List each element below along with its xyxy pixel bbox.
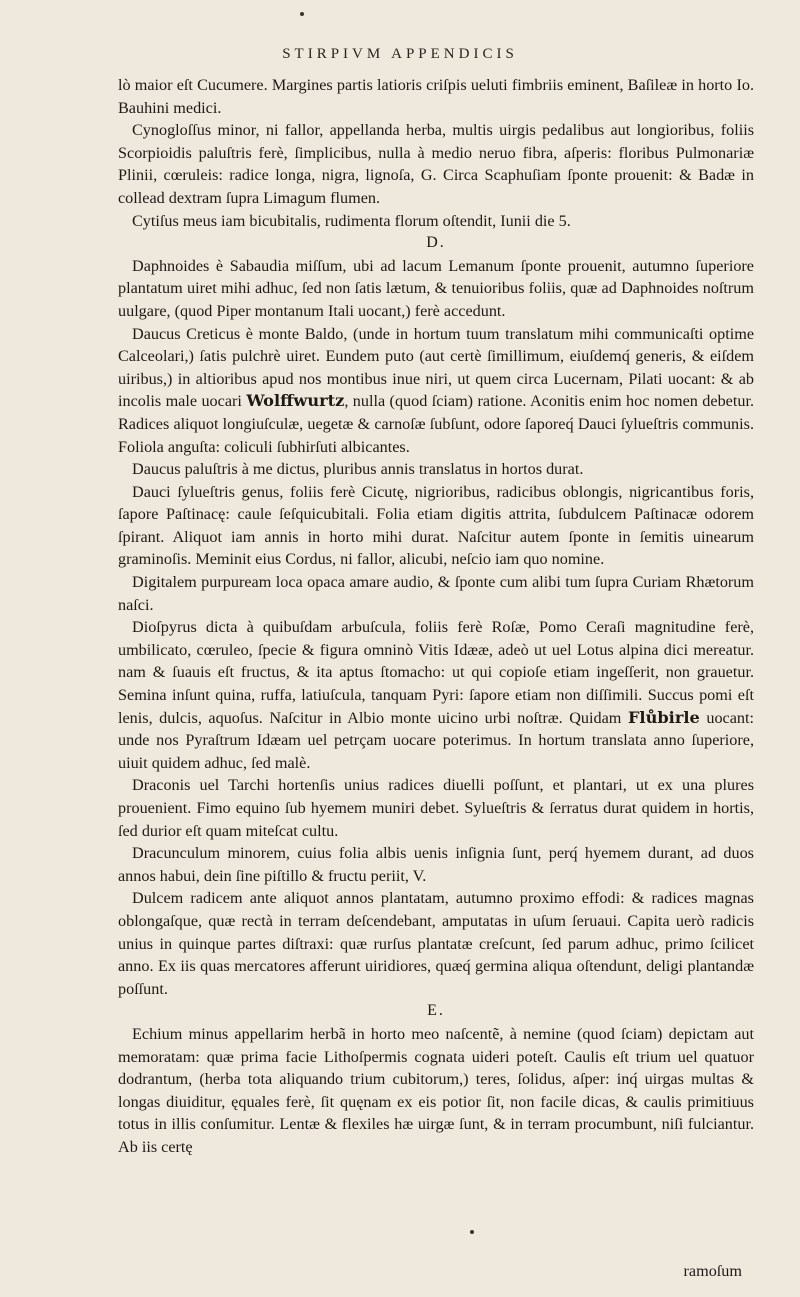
paragraph: Daucus paluſtris à me dictus, pluribus annis translatus in hortos durat.: [132, 460, 584, 479]
running-head: STIRPIVM APPENDICIS: [282, 46, 518, 62]
paragraph: Dioſpyrus dicta à quibuſdam arbuſcula, foliis ferè Roſæ, Pomo Ceraſi magnitudine ferè, umbilicato, cœruleo, ſpecie & figura omninò Vitis Idææ, adeò ut uel Lotus alpina dici mereatur. nam & ſuauis eſt fructus, & ita aptus ſtomacho: ut qui copioſe etiam ingeſſerit, non grauetur. Semina inſunt quina, ruffa, latiuſcula, tanquam Pyri: ſapore etiam non diſſimili. Succus pomi eſt lenis, dulcis, aquoſus. Naſcitur in Albio monte uicino urbi noſtræ. Quidam Flůbirle uocant: unde nos Pyraſtrum Idæam uel petrçam uocare poterimus. In hortum translata anno ſuperiore, uiuit quidem adhuc, ſed malè.: [118, 618, 754, 772]
section-heading-d: D.: [426, 234, 446, 252]
ink-speck: [470, 1230, 474, 1234]
paragraph: Echium minus appellarim herbã in horto meo naſcentẽ, à nemine (quod ſciam) depictam aut memoratam: quæ prima facie Lithoſpermis cognata uideri poteſt. Caulis eſt trium uel quatuor dodrantum, (herba tota aliquando trium cubitorum,) teres, ſolidus, aſper: inq́ uirgas multas & longas diuiditur, ęquales ferè, ſit quęnam ex eis potior ſit, non facile dicas, & caulis primitiuus totus in illis conſumitur. Lentæ & flexiles hæ uirgæ ſunt, & in terram procumbunt, niſi fulciantur. Ab iis certę: [118, 1024, 754, 1156]
paragraph: Draconis uel Tarchi hortenſis unius radices diuelli poſſunt, et plantari, ut ex una plures prouenient. Fimo equino ſub hyemem muniri debet. Sylueſtris & ſerratus durat quidem in hortis, ſed durior eſt quam miteſcat cultu.: [118, 776, 754, 840]
paragraph: Daphnoides è Sabaudia miſſum, ubi ad lacum Lemanum ſponte prouenit, autumno ſuperiore plantatum uiret mihi adhuc, ſed non ſatis lætum, & tenuioribus foliis, quæ ad Daphnoides noſtrum uulgare, (quod Piper montanum Itali uocant,) ferè accedunt.: [118, 256, 754, 320]
paragraph: Dauci ſylueſtris genus, foliis ferè Cicutę, nigrioribus, radicibus oblongis, nigricantibus foris, ſapore Paſtinacę: caule ſeſquicubitali. Folia etiam digitis attrita, ſubdulcem Paſtinacæ odorem ſpirant. Aliquot iam annis in horto mihi durat. Naſcitur autem ſponte in ſemitis uinearum graminoſis. Meminit eius Cordus, ni fallor, alicubi, neſcio iam quo nomine.: [118, 482, 754, 569]
blackletter-word: Flůbirle: [627, 707, 700, 727]
catchword: ramoſum: [683, 1262, 742, 1280]
body-text: [118, 74, 754, 1159]
paragraph: lò maior eſt Cucumere. Margines partis latioris criſpis ueluti fimbriis eminent, Baſileæ in horto Io. Bauhini medici.: [118, 76, 754, 117]
ink-speck: [300, 12, 304, 16]
paragraph: Dracunculum minorem, cuius folia albis uenis inſignia ſunt, perq́ hyemem durant, ad duos annos habui, dein ſine piſtillo & fructu periit, V.: [118, 844, 754, 885]
blackletter-word: Wolffwurtz: [246, 391, 345, 411]
section-heading-e: E.: [427, 1002, 445, 1020]
paragraph: Dulcem radicem ante aliquot annos plantatam, autumno proximo effodi: & radices magnas oblongaſque, quæ rectà in terram deſcendebant, amputatas in uſum ſeruaui. Capita uerò radicis unius in quinque partes diſtraxi: quæ rurſus plantatæ creſcunt, ſed parum adhuc, primo ſcilicet anno. Ex iis quas mercatores afferunt uiridiores, quæq́ germina aliqua oſtendunt, deligi plantandæ poſſunt.: [118, 889, 754, 998]
paragraph: Cynogloſſus minor, ni fallor, appellanda herba, multis uirgis pedalibus aut longioribus, foliis Scorpioidis paluſtris ferè, ſimplicibus, nulla à medio neruo fibra, aſperis: floribus Pulmonariæ Plinii, cœruleis: radice longa, nigra, lignoſa, G. Circa Scaphuſiam ſponte prouenit: & Badæ in collead dextram ſupra Limagum flumen.: [118, 121, 754, 207]
paragraph: Cytiſus meus iam bicubitalis, rudimenta florum oſtendit, Iunii die 5.: [132, 211, 571, 230]
paragraph: Daucus Creticus è monte Baldo, (unde in hortum tuum translatum mihi communicaſti optime Calceolari,) ſatis pulchrè uiret. Eundem puto (aut certè ſimillimum, eiuſdemq́ generis, & eiſdem uiribus,) in altioribus apud nos montibus inue niri, ut quem circa Lucernam, Pilati uocant: & ab incolis male uocari Wolffwurtz, nulla (quod ſciam) ratione. Aconitis enim hoc nomen debetur. Radices aliquot longiuſculæ, uegetæ & carnoſæ ſubſunt, odore ſaporeq́ Dauci ſylueſtris communis. Foliola anguſta: coliculi ſubhirſuti albicantes.: [118, 324, 754, 456]
paragraph: Digitalem purpuream loca opaca amare audio, & ſponte cum alibi tum ſupra Curiam Rhætorum naſci.: [118, 573, 754, 614]
